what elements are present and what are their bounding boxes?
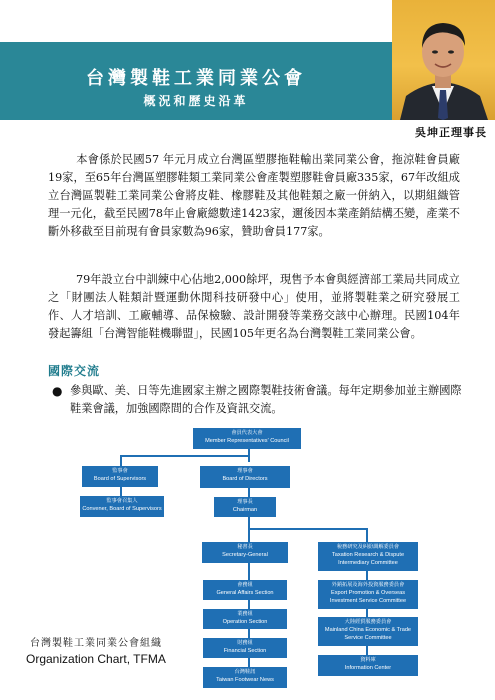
portrait-caption: 吳坤正理事長 [415,126,487,139]
org-member-council: 會員代表大會 Member Representatives' Council [193,428,301,449]
org-chairman: 理事長 Chairman [214,497,276,517]
connector-line [248,528,366,530]
bullet-icon: ● [52,384,63,398]
org-information-center: 資料庫 Information Center [318,655,418,676]
org-export-committee: 外銷拓展及海外投資服務委員會 Export Promotion & Overseas Investment Service Committee [318,580,418,609]
org-general-affairs: 會務組 General Affairs Section [203,580,287,600]
page-title: 台灣製鞋工業同業公會 [86,68,306,89]
org-secretary-general: 秘書長 Secretary-General [202,542,288,563]
section-title: 國際交流 [48,364,101,378]
chairman-portrait [392,0,495,120]
org-taxation-committee: 稅務研究及糾紛調解委員會 Taxation Research & Dispute Intermediary Committee [318,542,418,571]
org-operation: 業務組 Operation Section [203,609,287,629]
org-footwear-news: 台灣鞋訊 Taiwan Footwear News [203,667,287,688]
org-supervisors-convener: 監事會召集人 Convener, Board of Supervisors [80,496,164,517]
org-chart-caption-en: Organization Chart, TFMA [26,652,166,666]
person-photo-icon [392,0,495,120]
connector-line [366,528,368,542]
history-paragraph-1: 本會係於民國57 年元月成立台灣區塑膠拖鞋輸出業同業公會，拖涼鞋會員廠19家，至65年台灣區塑膠鞋類工業同業公會產製塑膠鞋會員廠335家，67年改組成立台灣區製鞋工業同業公會將皮鞋、橡膠鞋及其他鞋類之廠一併納入，以期組織管理一元化，截至民國78年止會廠總數達1423家，邇後因本業產銷結構丕變，產業不斷外移截至目前現有會員家數為96家，贊助會員177家。 [48,153,460,238]
org-financial: 財務組 Financial Section [203,638,287,658]
connector-line [120,455,249,457]
org-mainland-committee: 大陸經貿服務委員會 Mainland China Economic & Trade Service Committee [318,617,418,646]
page-subtitle: 概況和歷史沿革 [143,94,249,108]
org-chart-caption-zh: 台灣製鞋工業同業公會組織 [30,638,162,649]
header-banner [0,42,392,120]
org-board-of-supervisors: 監事會 Board of Supervisors [82,466,158,487]
history-paragraph-2: 79年設立台中訓練中心佔地2,000餘坪，現售予本會與經濟部工業局共同成立之「財團法人鞋類計暨運動休閒科技研發中心」使用，並將製鞋業之研究發展工作、人才培訓、工廠輔導、品保檢驗、設計開發等業務交該中心辦理。民國104年發起籌組「台灣智能鞋機聯盟」，民國105年更名為台灣製鞋工業同業公會。 [48,273,460,340]
bullet-item: ● 參與歐、美、日等先進國家主辦之國際製鞋技術會議。每年定期參加並主辦國際鞋業會議，加強國際間的合作及資訊交流。 [52,384,462,415]
org-board-of-directors: 理事會 Board of Directors [200,466,290,488]
